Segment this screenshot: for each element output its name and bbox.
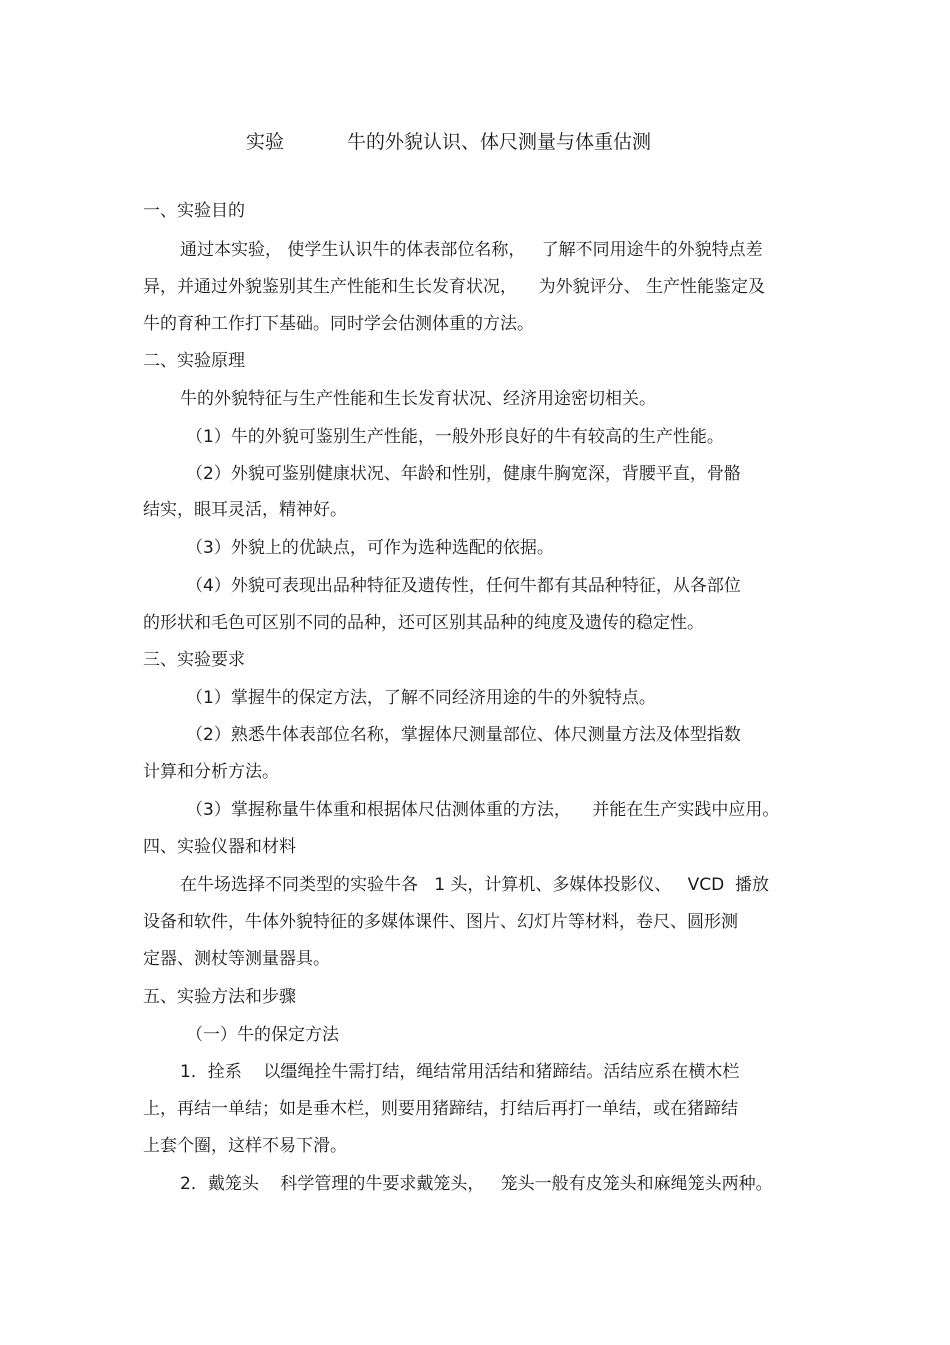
paragraph-line: （3）掌握称量牛体重和根据体尺估测体重的方法， 并能在生产实践中应用。 <box>186 800 780 820</box>
paragraph-line: （2）外貌可鉴别健康状况、年龄和性别，健康牛胸宽深，背腰平直，骨骼 <box>186 464 741 484</box>
paragraph-line: 牛的育种工作打下基础。同时学会估测体重的方法。 <box>143 314 534 334</box>
paragraph-line: 异，并通过外貌鉴别其生产性能和生长发育状况， 为外貌评分、 生产性能鉴定及 <box>143 277 766 297</box>
paragraph-line: 结实，眼耳灵活，精神好。 <box>143 500 347 520</box>
page-title: 牛的外貌认识、体尺测量与体重估测 <box>347 131 652 153</box>
paragraph-line: 在牛场选择不同类型的实验牛各 1 头，计算机、多媒体投影仪、 VCD 播放 <box>180 875 770 895</box>
paragraph-line: 上套个圈，这样不易下滑。 <box>143 1136 347 1156</box>
paragraph-line: （1）牛的外貌可鉴别生产性能，一般外形良好的牛有较高的生产性能。 <box>186 427 724 447</box>
paragraph-line: 2．戴笼头 科学管理的牛要求戴笼头， 笼头一般有皮笼头和麻绳笼头两种。 <box>180 1174 773 1194</box>
paragraph-line: 上，再结一单结；如是垂木栏，则要用猪蹄结，打结后再打一单结，或在猪蹄结 <box>143 1099 738 1119</box>
paragraph-line: 计算和分析方法。 <box>143 762 279 782</box>
section-heading: 四、实验仪器和材料 <box>143 837 296 857</box>
paragraph-line: 牛的外貌特征与生产性能和生长发育状况、经济用途密切相关。 <box>180 389 656 409</box>
paragraph-line: （2）熟悉牛体表部位名称，掌握体尺测量部位、体尺测量方法及体型指数 <box>186 725 741 745</box>
paragraph-line: 1．拴系 以缰绳拴牛需打结，绳结常用活结和猪蹄结。活结应系在横木栏 <box>180 1062 740 1082</box>
paragraph-line: 的形状和毛色可区别不同的品种，还可区别其品种的纯度及遗传的稳定性。 <box>143 613 704 633</box>
subsection-heading: （一）牛的保定方法 <box>186 1025 339 1045</box>
section-heading: 五、实验方法和步骤 <box>143 987 296 1007</box>
section-heading: 三、实验要求 <box>143 650 245 670</box>
section-heading: 一、实验目的 <box>143 201 245 221</box>
section-heading: 二、实验原理 <box>143 351 245 371</box>
paragraph-line: （3）外貌上的优缺点，可作为选种选配的依据。 <box>186 538 554 558</box>
paragraph-line: 通过本实验， 使学生认识牛的体表部位名称， 了解不同用途牛的外貌特点差 <box>180 240 763 260</box>
paragraph-line: （4）外貌可表现出品种特征及遗传性，任何牛都有其品种特征，从各部位 <box>186 576 741 596</box>
paragraph-line: 设备和软件，牛体外貌特征的多媒体课件、图片、幻灯片等材料，卷尺、圆形测 <box>143 912 738 932</box>
paragraph-line: 定器、测杖等测量器具。 <box>143 949 330 969</box>
title-label: 实验 <box>246 131 285 153</box>
paragraph-line: （1）掌握牛的保定方法，了解不同经济用途的牛的外貌特点。 <box>186 688 656 708</box>
